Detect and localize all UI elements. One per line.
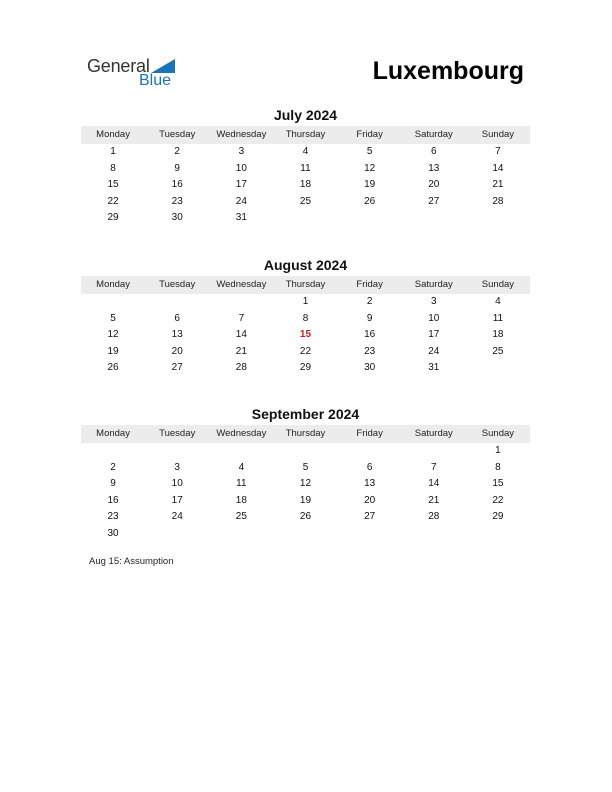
weekday-label: Tuesday — [159, 279, 196, 290]
weekday-label: Wednesday — [216, 129, 267, 140]
day-cell: 23 — [107, 511, 119, 523]
empty-day-cell — [466, 526, 530, 543]
empty-day-cell — [209, 443, 273, 460]
day-cell: 8 — [495, 461, 501, 473]
day-cell: 14 — [492, 162, 504, 174]
day-cell: 10 — [428, 312, 440, 324]
empty-day-cell — [209, 526, 273, 543]
weekday-label: Saturday — [414, 428, 453, 439]
day-cell: 11 — [300, 162, 311, 174]
empty-day-cell — [466, 210, 530, 227]
weekday-label: Monday — [96, 428, 130, 439]
day-cell: 21 — [428, 494, 440, 506]
logo-blue-text: Blue — [139, 72, 172, 89]
day-cell: 20 — [364, 494, 376, 506]
day-cell: 1 — [495, 445, 501, 456]
month-grid — [81, 294, 530, 377]
empty-day-cell — [338, 526, 402, 543]
day-cell: 13 — [171, 329, 183, 341]
week-row — [81, 294, 530, 311]
day-cell: 15 — [492, 478, 504, 490]
day-cell: 27 — [364, 511, 376, 523]
weekday-label: Saturday — [414, 129, 453, 140]
day-cell: 9 — [174, 162, 180, 174]
day-cell: 25 — [235, 511, 247, 523]
day-cell: 16 — [107, 494, 119, 506]
day-cell: 16 — [171, 179, 183, 191]
day-cell: 14 — [428, 478, 440, 490]
day-cell: 8 — [110, 162, 116, 174]
weekday-label: Friday — [356, 428, 383, 439]
country-title: Luxembourg — [372, 57, 524, 85]
day-cell: 3 — [174, 461, 180, 473]
day-cell: 9 — [366, 312, 373, 324]
day-cell: 1 — [302, 296, 309, 307]
day-cell: 8 — [302, 312, 309, 324]
day-cell: 1 — [110, 146, 116, 157]
day-cell: 4 — [238, 461, 245, 473]
day-cell: 7 — [430, 461, 437, 473]
day-cell: 24 — [428, 345, 440, 357]
empty-day-cell — [338, 210, 402, 227]
day-cell: 7 — [238, 312, 245, 324]
week-row — [81, 194, 530, 211]
day-cell: 3 — [430, 296, 437, 307]
week-row — [81, 210, 530, 227]
day-cell: 2 — [366, 296, 373, 307]
day-cell: 20 — [428, 179, 440, 191]
weekday-label: Thursday — [285, 129, 326, 140]
empty-day-cell — [145, 443, 209, 460]
day-cell: 29 — [492, 511, 504, 523]
day-cell: 9 — [110, 478, 116, 490]
day-cell: 30 — [364, 362, 376, 374]
week-row — [81, 460, 530, 477]
day-cell: 2 — [174, 146, 180, 157]
day-cell: 25 — [492, 345, 504, 357]
day-cell: 24 — [235, 195, 247, 207]
empty-day-cell — [273, 210, 337, 227]
day-cell: 11 — [492, 312, 504, 324]
weekday-label: Tuesday — [159, 428, 196, 439]
week-row — [81, 443, 530, 460]
day-cell: 13 — [364, 478, 376, 490]
day-cell: 12 — [299, 478, 312, 490]
day-cell: 29 — [299, 362, 312, 374]
week-row — [81, 526, 530, 543]
day-cell: 18 — [299, 179, 312, 191]
weekday-label: Friday — [356, 129, 383, 140]
empty-day-cell — [145, 294, 209, 311]
day-cell: 30 — [107, 527, 119, 539]
day-cell: 14 — [235, 329, 247, 341]
weekday-label: Monday — [96, 129, 130, 140]
weekday-label: Thursday — [285, 279, 326, 290]
day-cell: 26 — [299, 511, 312, 523]
day-cell: 26 — [107, 362, 119, 374]
empty-day-cell — [81, 443, 145, 460]
month-grid — [81, 443, 530, 543]
day-cell: 5 — [110, 312, 116, 324]
day-cell: 23 — [364, 345, 376, 357]
day-cell: 17 — [235, 179, 247, 191]
weekday-label: Thursday — [285, 428, 326, 439]
empty-day-cell — [466, 360, 530, 377]
month-title: September 2024 — [251, 406, 360, 422]
week-row — [81, 177, 530, 194]
weekday-label: Friday — [356, 279, 383, 290]
day-cell: 20 — [171, 345, 183, 357]
day-cell: 27 — [171, 362, 183, 374]
day-cell: 31 — [428, 362, 440, 374]
day-cell: 12 — [364, 162, 376, 174]
day-cell: 11 — [236, 478, 247, 490]
day-cell: 22 — [107, 195, 119, 207]
day-cell: 5 — [366, 146, 373, 157]
holiday-day-cell: 15 — [299, 329, 312, 341]
day-cell: 26 — [364, 195, 376, 207]
day-cell: 6 — [430, 146, 437, 157]
empty-day-cell — [273, 526, 337, 543]
month-title: August 2024 — [263, 257, 348, 273]
logo-general-text: General — [87, 56, 150, 76]
day-cell: 18 — [492, 329, 504, 341]
month-september — [81, 405, 530, 543]
week-row — [81, 344, 530, 361]
week-row — [81, 327, 530, 344]
empty-day-cell — [338, 443, 402, 460]
weekday-label: Sunday — [481, 129, 515, 140]
weekday-label: Sunday — [481, 279, 515, 290]
weekday-label: Wednesday — [216, 279, 267, 290]
day-cell: 16 — [364, 329, 376, 341]
day-cell: 6 — [366, 461, 373, 473]
weekday-header — [81, 425, 530, 443]
day-cell: 24 — [171, 511, 183, 523]
empty-day-cell — [209, 294, 273, 311]
week-row — [81, 144, 530, 161]
weekday-header — [81, 126, 530, 144]
day-cell: 19 — [299, 494, 312, 506]
day-cell: 19 — [364, 179, 376, 191]
week-row — [81, 493, 530, 510]
day-cell: 4 — [302, 146, 309, 157]
month-july — [81, 106, 530, 227]
logo-triangle-icon — [151, 59, 175, 73]
day-cell: 31 — [235, 212, 247, 224]
day-cell: 17 — [428, 329, 440, 341]
day-cell: 27 — [428, 195, 440, 207]
empty-day-cell — [273, 443, 337, 460]
week-row — [81, 476, 530, 493]
day-cell: 10 — [171, 478, 183, 490]
day-cell: 4 — [495, 296, 501, 307]
day-cell: 10 — [235, 162, 247, 174]
day-cell: 19 — [107, 345, 119, 357]
week-row — [81, 161, 530, 178]
week-row — [81, 311, 530, 328]
empty-day-cell — [145, 526, 209, 543]
day-cell: 29 — [107, 212, 119, 224]
weekday-label: Wednesday — [216, 428, 267, 439]
week-row — [81, 360, 530, 377]
day-cell: 28 — [235, 362, 247, 374]
empty-day-cell — [402, 526, 466, 543]
weekday-label: Tuesday — [159, 129, 196, 140]
day-cell: 6 — [174, 312, 180, 324]
day-cell: 21 — [492, 179, 504, 191]
day-cell: 21 — [235, 345, 247, 357]
day-cell: 3 — [238, 146, 245, 157]
day-cell: 15 — [107, 179, 119, 191]
empty-day-cell — [402, 443, 466, 460]
weekday-label: Monday — [96, 279, 130, 290]
weekday-label: Sunday — [481, 428, 515, 439]
day-cell: 7 — [495, 146, 501, 157]
generalblue-logo — [87, 56, 187, 92]
day-cell: 13 — [428, 162, 440, 174]
weekday-header — [81, 276, 530, 294]
holiday-note: Aug 15: Assumption — [89, 556, 174, 567]
month-august — [81, 256, 530, 377]
day-cell: 22 — [492, 494, 504, 506]
day-cell: 18 — [235, 494, 247, 506]
day-cell: 25 — [299, 195, 312, 207]
day-cell: 12 — [107, 329, 119, 341]
empty-day-cell — [81, 294, 145, 311]
day-cell: 28 — [492, 195, 504, 207]
month-title: July 2024 — [273, 107, 338, 123]
day-cell: 23 — [171, 195, 183, 207]
week-row — [81, 509, 530, 526]
day-cell: 30 — [171, 212, 183, 224]
day-cell: 22 — [299, 345, 312, 357]
empty-day-cell — [402, 210, 466, 227]
day-cell: 28 — [428, 511, 440, 523]
day-cell: 5 — [302, 461, 309, 473]
weekday-label: Saturday — [414, 279, 453, 290]
day-cell: 17 — [171, 494, 183, 506]
month-grid — [81, 144, 530, 227]
day-cell: 2 — [110, 461, 116, 473]
